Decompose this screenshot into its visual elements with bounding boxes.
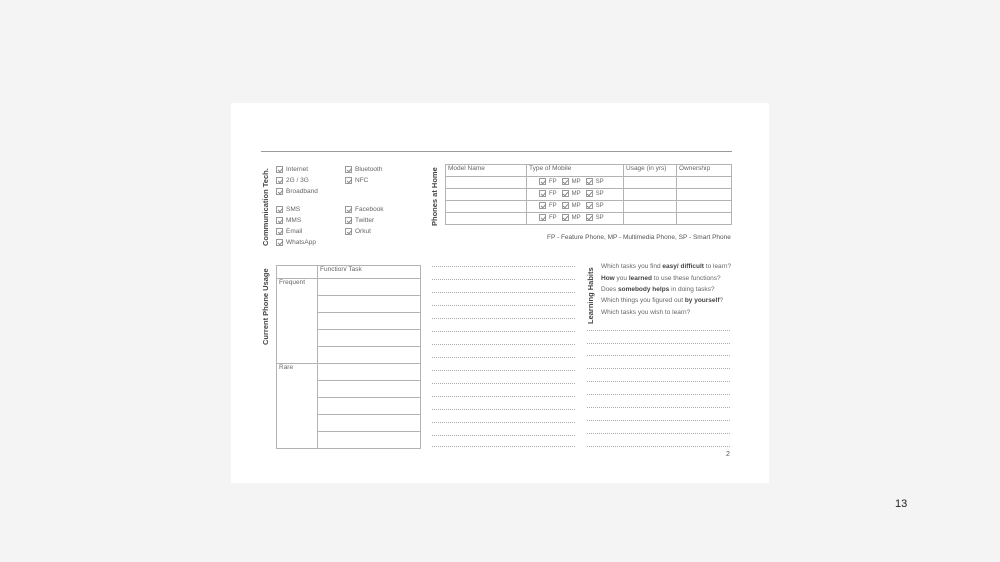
writing-line[interactable] — [432, 370, 575, 371]
top-rule — [261, 151, 732, 152]
function-task-header: Function/ Task — [318, 266, 421, 279]
type-mp[interactable]: MP — [562, 190, 581, 197]
writing-line[interactable] — [432, 435, 575, 436]
checkbox-icon — [539, 214, 546, 221]
checkbox-twitter[interactable]: Twitter — [345, 215, 374, 225]
phones-row — [446, 213, 732, 225]
writing-line[interactable] — [432, 422, 575, 423]
question-by-yourself: Which things you figured out by yourself? — [601, 297, 724, 304]
checkbox-icon — [276, 177, 283, 184]
header-usage: Usage (in yrs) — [624, 165, 677, 177]
phones-row — [446, 189, 732, 201]
phones-row — [446, 201, 732, 213]
writing-line[interactable] — [587, 394, 730, 395]
learning-habits-label: Learning Habits — [586, 267, 595, 324]
checkbox-icon — [276, 188, 283, 195]
question-easy-difficult: Which tasks you find easy/ difficult to learn? — [601, 263, 732, 270]
checkbox-sms[interactable]: SMS — [276, 204, 300, 214]
ownership-cell[interactable] — [677, 177, 732, 189]
writing-line[interactable] — [432, 305, 575, 306]
task-cell[interactable] — [318, 398, 421, 415]
phones-table — [445, 164, 732, 225]
checkbox-icon — [345, 228, 352, 235]
checkbox-mms[interactable]: MMS — [276, 215, 301, 225]
usage-header-row — [277, 266, 421, 279]
header-ownership: Ownership — [677, 165, 732, 177]
writing-line[interactable] — [587, 355, 730, 356]
frequent-label: Frequent — [277, 279, 318, 364]
type-sp[interactable]: SP — [586, 190, 604, 197]
checkbox-icon — [586, 178, 593, 185]
checkbox-icon — [276, 228, 283, 235]
checkbox-orkut[interactable]: Orkut — [345, 226, 371, 236]
writing-line[interactable] — [432, 409, 575, 410]
checkbox-icon — [539, 178, 546, 185]
checkbox-email[interactable]: Email — [276, 226, 302, 236]
checkbox-icon — [345, 177, 352, 184]
phones-header-row — [446, 165, 732, 177]
type-fp[interactable]: FP — [539, 190, 557, 197]
question-wish-to-learn: Which tasks you wish to learn? — [601, 309, 691, 316]
usage-cell[interactable] — [624, 201, 677, 213]
writing-line[interactable] — [432, 292, 575, 293]
checkbox-icon — [345, 217, 352, 224]
writing-line[interactable] — [432, 344, 575, 345]
checkbox-icon — [586, 214, 593, 221]
type-cell — [527, 177, 624, 189]
writing-line[interactable] — [587, 330, 730, 331]
checkbox-icon — [345, 166, 352, 173]
question-somebody-helps: Does somebody helps in doing tasks? — [601, 286, 715, 293]
checkbox-facebook[interactable]: Facebook — [345, 204, 384, 214]
checkbox-icon — [539, 202, 546, 209]
checkbox-icon — [539, 190, 546, 197]
writing-line[interactable] — [587, 420, 730, 421]
usage-cell[interactable] — [624, 213, 677, 225]
checkbox-internet[interactable]: Internet — [276, 164, 308, 174]
task-cell[interactable] — [318, 313, 421, 330]
writing-line[interactable] — [432, 279, 575, 280]
phones-at-home-label: Phones at Home — [430, 167, 439, 226]
writing-line[interactable] — [432, 446, 575, 447]
model-name-cell[interactable] — [446, 177, 527, 189]
writing-line[interactable] — [432, 266, 575, 267]
checkbox-icon — [276, 239, 283, 246]
communication-label: Communication Tech. — [261, 168, 270, 246]
checkbox-bluetooth[interactable]: Bluetooth — [345, 164, 382, 174]
type-mp[interactable]: MP — [562, 214, 581, 221]
task-cell[interactable] — [318, 347, 421, 364]
usage-table — [276, 265, 421, 449]
checkbox-icon — [276, 166, 283, 173]
survey-sheet — [231, 103, 769, 483]
type-sp[interactable]: SP — [586, 178, 604, 185]
checkbox-2g3g[interactable]: 2G / 3G — [276, 175, 309, 185]
checkbox-icon — [586, 202, 593, 209]
type-cell — [527, 189, 624, 201]
writing-line[interactable] — [587, 343, 730, 344]
usage-cell[interactable] — [624, 189, 677, 201]
type-cell — [527, 201, 624, 213]
type-sp[interactable]: SP — [586, 214, 604, 221]
writing-line[interactable] — [432, 357, 575, 358]
header-model-name: Model Name — [446, 165, 527, 177]
type-fp[interactable]: FP — [539, 214, 557, 221]
writing-line[interactable] — [587, 407, 730, 408]
checkbox-icon — [562, 190, 569, 197]
ownership-cell[interactable] — [677, 201, 732, 213]
phone-type-footnote: FP - Feature Phone, MP - Multimedia Phone, SP - Smart Phone — [547, 234, 731, 241]
checkbox-icon — [276, 206, 283, 213]
rare-label: Rare — [277, 364, 318, 449]
task-cell[interactable] — [318, 432, 421, 449]
blank-header-cell — [277, 266, 318, 279]
task-cell[interactable] — [318, 415, 421, 432]
checkbox-icon — [562, 202, 569, 209]
header-type-of-mobile: Type of Mobile — [527, 165, 624, 177]
writing-line[interactable] — [587, 368, 730, 369]
task-cell[interactable] — [318, 364, 421, 381]
usage-row — [277, 364, 421, 381]
type-fp[interactable]: FP — [539, 178, 557, 185]
checkbox-icon — [345, 206, 352, 213]
type-mp[interactable]: MP — [562, 202, 581, 209]
checkbox-whatsapp[interactable]: WhatsApp — [276, 237, 316, 247]
model-name-cell[interactable] — [446, 189, 527, 201]
slide-number: 13 — [895, 498, 908, 510]
writing-line[interactable] — [587, 446, 730, 447]
writing-line[interactable] — [432, 318, 575, 319]
model-name-cell[interactable] — [446, 213, 527, 225]
phones-row — [446, 177, 732, 189]
task-cell[interactable] — [318, 330, 421, 347]
task-cell[interactable] — [318, 381, 421, 398]
type-sp[interactable]: SP — [586, 202, 604, 209]
checkbox-icon — [586, 190, 593, 197]
type-cell — [527, 213, 624, 225]
type-mp[interactable]: MP — [562, 178, 581, 185]
checkbox-icon — [276, 217, 283, 224]
usage-row — [277, 279, 421, 296]
writing-line[interactable] — [432, 383, 575, 384]
checkbox-icon — [562, 214, 569, 221]
checkbox-broadband[interactable]: Broadband — [276, 186, 318, 196]
current-usage-label: Current Phone Usage — [261, 268, 270, 345]
model-name-cell[interactable] — [446, 201, 527, 213]
writing-line[interactable] — [587, 433, 730, 434]
question-how-learned: How you learned to use these functions? — [601, 275, 721, 282]
ownership-cell[interactable] — [677, 213, 732, 225]
writing-line[interactable] — [432, 396, 575, 397]
type-fp[interactable]: FP — [539, 202, 557, 209]
ownership-cell[interactable] — [677, 189, 732, 201]
writing-line[interactable] — [432, 331, 575, 332]
task-cell[interactable] — [318, 279, 421, 296]
task-cell[interactable] — [318, 296, 421, 313]
usage-cell[interactable] — [624, 177, 677, 189]
writing-line[interactable] — [587, 381, 730, 382]
checkbox-icon — [562, 178, 569, 185]
page-number: 2 — [726, 451, 730, 458]
checkbox-nfc[interactable]: NFC — [345, 175, 368, 185]
